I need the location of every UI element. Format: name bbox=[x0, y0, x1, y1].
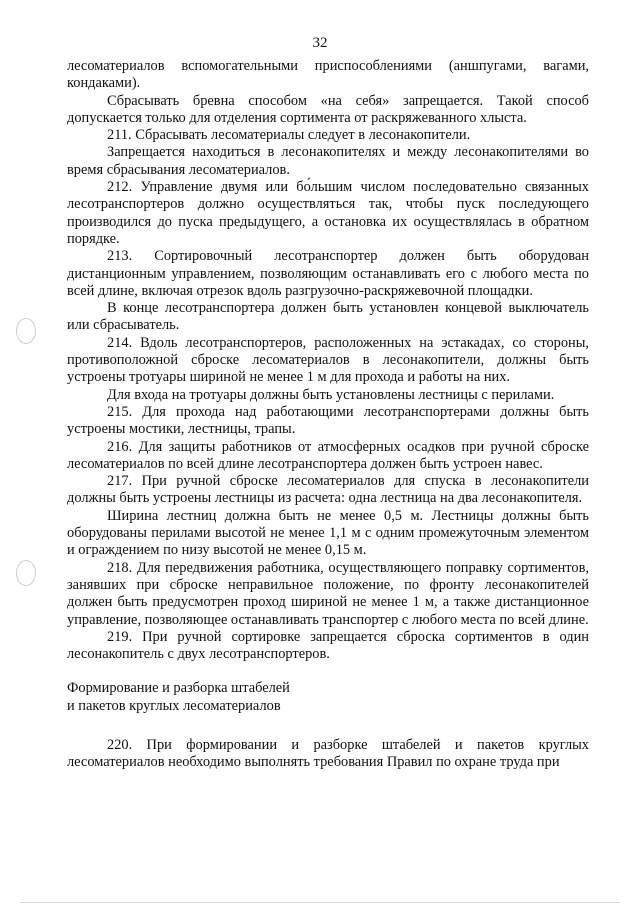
scan-edge-line bbox=[20, 902, 620, 903]
paragraph: Сбрасывать бревна способом «на себя» запрещается. Такой способ допускается только для отделения сортимента от раскряжеванного хлыста. bbox=[67, 92, 589, 126]
section-heading-line-2: и пакетов круглых лесоматериалов bbox=[67, 697, 281, 714]
punch-hole-mark bbox=[16, 318, 36, 344]
page-number: 32 bbox=[312, 35, 328, 51]
paragraph-continuation: лесоматериалов вспомогательными приспособлениями (аншпугами, вагами, кондаками). bbox=[67, 58, 589, 92]
paragraph-218: 218. Для передвижения работника, осуществляющего поправку сортиментов, занявших при сброске неправильное положение, по фронту лесонакопителей должен быть предусмотрен проход шириной не менее 1 м, а также дистанционное управление, позволяющее останавливать транспортер с любого места по всей длине. bbox=[67, 559, 589, 628]
paragraph-220: 220. При формировании и разборке штабелей и пакетов круглых лесоматериалов необходимо выполнять требования Правил по охране труда при bbox=[67, 736, 589, 771]
paragraph: В конце лесотранспортера должен быть установлен концевой выключатель или сбрасыватель. bbox=[67, 300, 589, 334]
paragraph-217: 217. При ручной сброске лесоматериалов для спуска в лесонакопители должны быть устроены лестницы из расчета: одна лестница на два лесонакопителя. bbox=[67, 473, 589, 507]
document-body bbox=[67, 58, 589, 772]
paragraph-219: 219. При ручной сортировке запрещается сброска сортиментов в один лесонакопитель с двух лесотранспортеров. bbox=[67, 628, 589, 663]
paragraph-215: 215. Для прохода над работающими лесотранспортерами должны быть устроены мостики, лестницы, трапы. bbox=[67, 403, 589, 438]
paragraph-216: 216. Для защиты работников от атмосферных осадков при ручной сброске лесоматериалов по всей длине лесотранспортера должен быть устроен навес. bbox=[67, 438, 589, 472]
paragraph: Для входа на тротуары должны быть установлены лестницы с перилами. bbox=[107, 386, 555, 403]
paragraph: Запрещается находиться в лесонакопителях и между лесонакопителями во время сбрасывания лесоматериалов. bbox=[67, 144, 589, 178]
section-heading-line-1: Формирование и разборка штабелей bbox=[67, 680, 290, 697]
paragraph-214: 214. Вдоль лесотранспортеров, расположенных на эстакадах, со стороны, противоположной сброске лесоматериалов в лесонакопители, должны быть устроены тротуары шириной не менее 1 м для прохода и работы на них. bbox=[67, 334, 589, 386]
paragraph: Ширина лестниц должна быть не менее 0,5 м. Лестницы должны быть оборудованы перилами высотой не менее 1,1 м с одним промежуточным элементом и ограждением по низу высотой не менее 0,15 м. bbox=[67, 507, 589, 559]
paragraph-212: 212. Управление двумя или бо́льшим числом последовательно связанных лесотранспортеров должно осуществляться так, чтобы пуск последующего производился до пуска предыдущего, а остановка их осуществлялась в обратном порядке. bbox=[67, 179, 589, 247]
punch-hole-mark bbox=[16, 560, 36, 586]
paragraph-213: 213. Сортировочный лесотранспортер должен быть оборудован дистанционным управлением, позволяющим останавливать его с любого места по всей длине, включая отрезок вдоль разгрузочно-раскряжевочной площадки. bbox=[67, 248, 589, 299]
paragraph-211: 211. Сбрасывать лесоматериалы следует в лесонакопители. bbox=[107, 127, 471, 144]
